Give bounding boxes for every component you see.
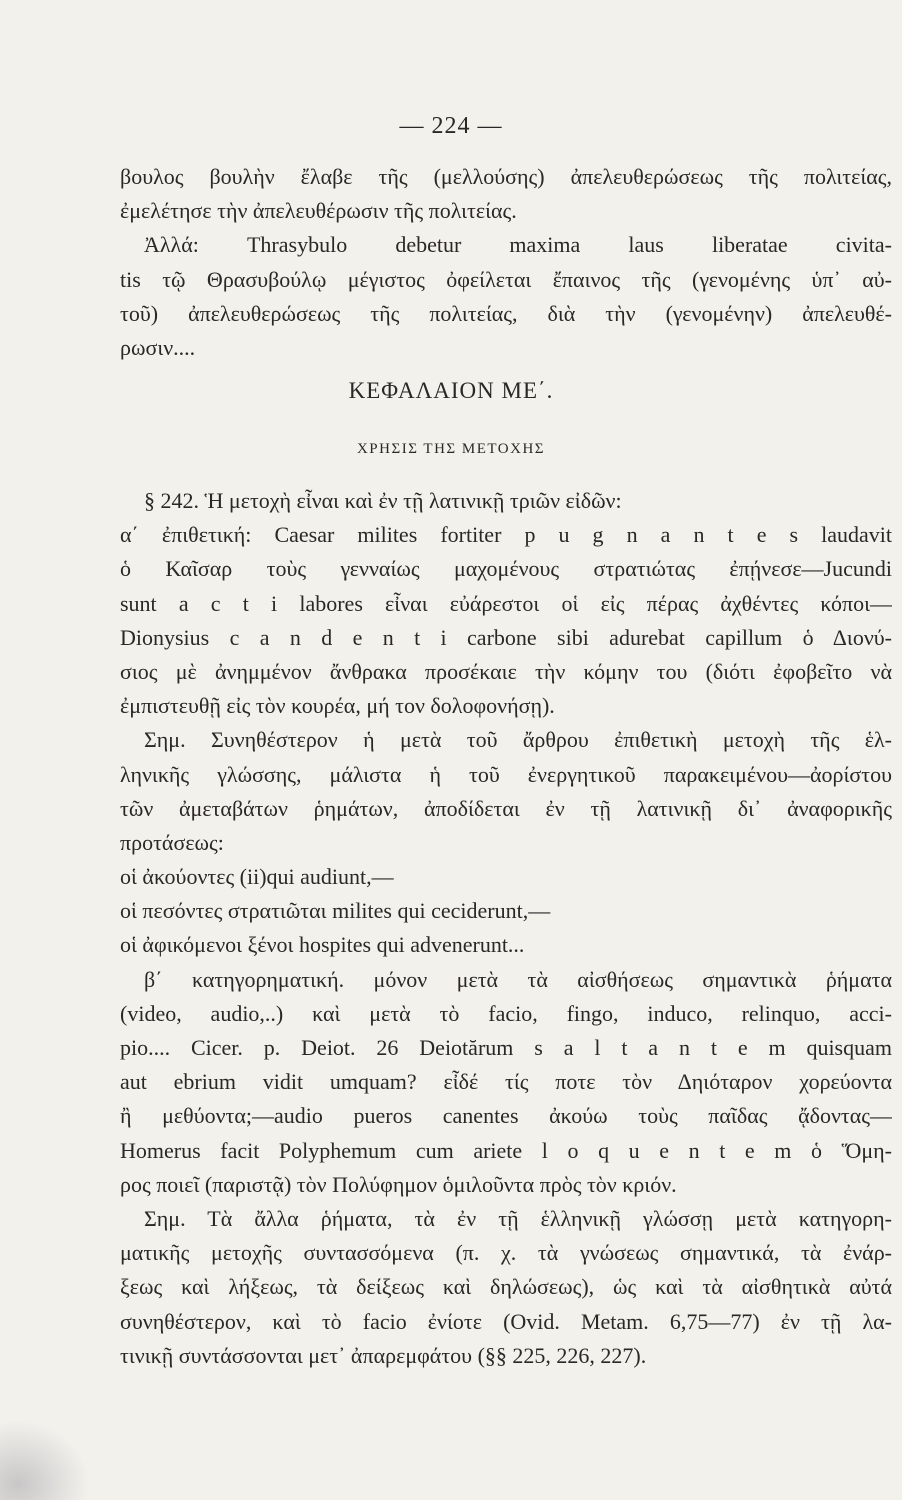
text-line: ἐμπιστευθῇ εἰς τὸν κουρέα, μή τον δολοφονήσῃ).: [120, 693, 555, 719]
text-line: tis τῷ Θρασυβούλῳ μέγιστος ὀφείλεται ἔπαινος τῆς (γενομένης ὑπ᾽ αὐ-: [120, 266, 892, 292]
page-smudge: [0, 1420, 90, 1500]
text-line: (video, audio,..) καὶ μετὰ τὸ facio, fingo, induco, relinquo, acci-: [120, 1000, 892, 1026]
text-line: Homerus facit Polyphemum cum ariete l o q u e n t e m ὁ Ὅμη-: [120, 1137, 892, 1163]
section-title: ΧΡΗΣΙΣ ΤΗΣ ΜΕΤΟΧΗΣ: [356, 441, 546, 457]
text-line: οἱ πεσόντες στρατιῶται milites qui ceciderunt,—: [120, 898, 551, 924]
paragraph-continuation: [120, 160, 892, 365]
text-line: τινικῇ συντάσσονται μετ᾽ ἀπαρεμφάτου (§§ 225, 226, 227).: [120, 1342, 647, 1368]
text-line: βουλος βουλὴν ἔλαβε τῆς (μελλούσης) ἀπελευθερώσεως τῆς πολιτείας,: [120, 164, 892, 189]
text-line: οἱ ἀκούοντες (ii)qui audiunt,—: [120, 864, 394, 890]
text-line: ἐμελέτησε τὴν ἀπελευθέρωσιν τῆς πολιτείας.: [120, 198, 517, 224]
text-line: § 242. Ἡ μετοχὴ εἶναι καὶ ἐν τῇ λατινικῇ τριῶν εἰδῶν:: [144, 488, 622, 513]
text-line: Dionysius c a n d e n t i carbone sibi adurebat capillum ὁ Διονύ-: [120, 624, 892, 650]
text-line: ρωσιν....: [120, 334, 196, 360]
text-line: ξεως καὶ λήξεως, τὰ δείξεως καὶ δηλώσεως), ὡς καὶ τὰ αἰσθητικὰ αὐτά: [120, 1274, 892, 1300]
text-line: συνηθέστερον, καὶ τὸ facio ἐνίοτε (Ovid. Metam. 6,75—77) ἐν τῇ λα-: [120, 1308, 892, 1334]
text-line: sunt a c t i labores εἶναι εὐάρεστοι οἱ εἰς πέρας ἀχθέντες κόποι—: [120, 590, 892, 616]
text-line: Ἀλλά: Thrasybulo debetur maxima laus liberatae civita-: [144, 232, 892, 258]
text-line: Σημ. Συνηθέστερον ἡ μετὰ τοῦ ἄρθρου ἐπιθετικὴ μετοχὴ τῆς ἑλ-: [144, 727, 892, 753]
text-line: ληνικῆς γλώσσης, μάλιστα ἡ τοῦ ἐνεργητικοῦ παρακειμένου—ἀορίστου: [120, 761, 892, 787]
text-line: σιος μὲ ἀνημμένον ἄνθρακα προσέκαιε τὴν κόμην του (διότι ἐφοβεῖτο νὰ: [120, 658, 892, 684]
text-line: β΄ κατηγορηματική. μόνον μετὰ τὰ αἰσθήσεως σημαντικὰ ῥήματα: [144, 966, 892, 992]
chapter-title: ΚΕΦΑΛΑΙΟΝ ΜΕ΄.: [348, 378, 554, 403]
text-line: ρος ποιεῖ (παριστᾷ) τὸν Πολύφημον ὁμιλοῦντα πρὸς τὸν κριόν.: [120, 1171, 677, 1197]
text-line: ματικῆς μετοχῆς συντασσόμενα (π. χ. τὰ γνώσεως σημαντικά, τὰ ἐνάρ-: [120, 1240, 892, 1266]
text-line: ὁ Καῖσαρ τοὺς γενναίως μαχομένους στρατιώτας ἐπῄνεσε—Jucundi: [120, 556, 892, 582]
text-line: α΄ ἐπιθετική: Caesar milites fortiter p u g n a n t e s laudavit: [120, 522, 892, 548]
text-line: τοῦ) ἀπελευθερώσεως τῆς πολιτείας, διὰ τὴν (γενομένην) ἀπελευθέ-: [120, 300, 892, 326]
text-line: οἱ ἀφικόμενοι ξένοι hospites qui advenerunt...: [120, 932, 525, 958]
text-line: προτάσεως:: [120, 829, 224, 855]
text-line: ἢ μεθύοντα;—audio pueros canentes ἀκούω τοὺς παῖδας ᾄδοντας—: [120, 1103, 892, 1129]
text-line: Σημ. Τὰ ἄλλα ῥήματα, τὰ ἐν τῇ ἑλληνικῇ γλώσσῃ μετὰ κατηγορη-: [144, 1205, 892, 1231]
text-line: τῶν ἀμεταβάτων ῥημάτων, ἀποδίδεται ἐν τῇ λατινικῇ δι᾽ ἀναφορικῆς: [120, 795, 892, 821]
section-body: [120, 484, 892, 1373]
text-line: aut ebrium vidit umquam? εἶδέ τίς ποτε τὸν Δηιόταρον χορεύοντα: [120, 1069, 892, 1095]
page-number: — 224 —: [399, 113, 503, 139]
text-line: pio.... Cicer. p. Deiot. 26 Deiotărum s a l t a n t e m quisquam: [120, 1035, 892, 1060]
